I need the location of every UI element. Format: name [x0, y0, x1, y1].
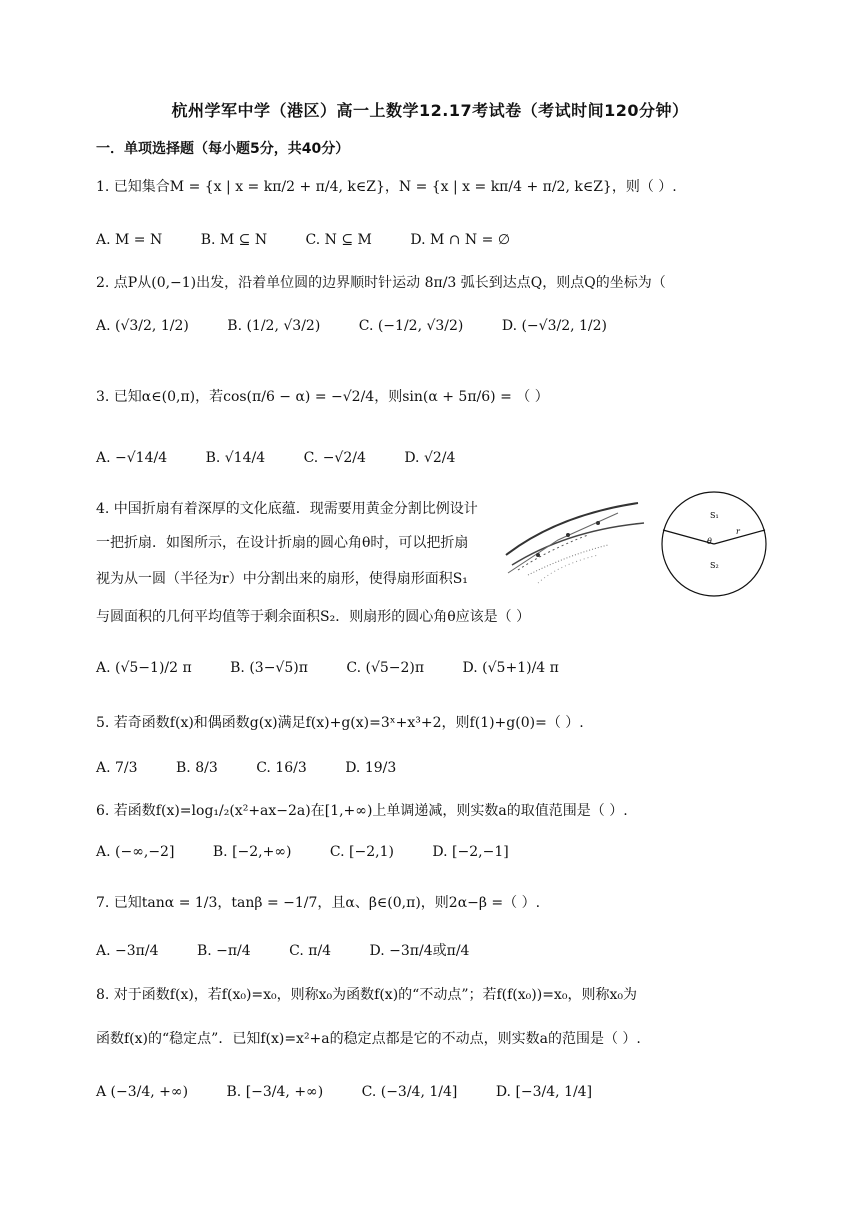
question-8-line-1: 8. 对于函数f(x)，若f(x₀)=x₀，则称x₀为函数f(x)的“不动点”；若f(f(x₀))=x₀，则称x₀为: [96, 987, 637, 1003]
option: C. (−3/4, 1/4]: [361, 1084, 458, 1100]
option: D. [−2,−1]: [432, 844, 509, 860]
question-4-line-1: 4. 中国折扇有着深厚的文化底蕴．现需要用黄金分割比例设计: [96, 501, 478, 517]
option: B. (3−√5)π: [230, 660, 308, 676]
question-6-options: [96, 844, 543, 860]
question-1-options: [96, 232, 544, 248]
label-r: r: [736, 527, 740, 536]
question-5-stem: 5. 若奇函数f(x)和偶函数g(x)满足f(x)+g(x)=3ˣ+x³+2，则f(1)+g(0)=（ ）.: [96, 715, 584, 731]
question-2-options: [96, 318, 641, 334]
option: B. [−2,+∞): [212, 844, 292, 860]
option: B. √14/4: [205, 450, 266, 466]
option: A. −3π/4: [96, 943, 159, 959]
option: A (−3/4, +∞): [96, 1084, 189, 1100]
option: A. (√3/2, 1/2): [96, 318, 189, 334]
option: B. 8/3: [176, 760, 218, 776]
option: D. 19/3: [345, 760, 397, 776]
question-8-line-2: 函数f(x)的“稳定点”．已知f(x)=x²+a的稳定点都是它的不动点，则实数a的范围是（ ）.: [96, 1031, 641, 1047]
question-2-stem: 2. 点P从(0,−1)出发，沿着单位圆的边界顺时针运动 8π/3 弧长到达点Q，则点Q的坐标为（: [96, 275, 666, 291]
option: C. (√5−2)π: [346, 660, 425, 676]
folding-fan-image: [498, 495, 650, 585]
question-4-options: [96, 660, 593, 676]
question-3-options: [96, 450, 489, 466]
question-4-line-4: 与圆面积的几何平均值等于剩余面积S₂．则扇形的圆心角θ应该是（ ）: [96, 609, 531, 625]
option: C. −√2/4: [303, 450, 366, 466]
option: C. (−1/2, √3/2): [358, 318, 464, 334]
option: A. −√14/4: [96, 450, 168, 466]
sector-diagram: [660, 490, 768, 598]
option: A. (−∞,−2]: [96, 844, 175, 860]
option: C. N ⊆ M: [305, 232, 372, 248]
option: D. −3π/4或π/4: [369, 943, 470, 959]
option: C. [−2,1): [329, 844, 394, 860]
option: D. (√5+1)/4 π: [462, 660, 559, 676]
option: A. M = N: [96, 232, 163, 248]
question-8-options: [96, 1084, 626, 1100]
question-5-options: [96, 760, 430, 776]
option: A. (√5−1)/2 π: [96, 660, 192, 676]
question-4-line-3: 视为从一圆（半径为r）中分割出来的扇形，使得扇形面积S₁: [96, 571, 468, 587]
question-4-line-2: 一把折扇．如图所示，在设计折扇的圆心角θ时，可以把折扇: [96, 535, 469, 551]
option: D. (−√3/2, 1/2): [501, 318, 608, 334]
question-7-options: [96, 940, 503, 960]
question-7-stem: 7. 已知tanα = 1/3，tanβ = −1/7，且α、β∈(0,π)，则2α−β =（ ）.: [96, 895, 541, 911]
option: D. M ∩ N = ∅: [410, 232, 511, 248]
label-theta: θ: [707, 537, 712, 546]
question-3-stem: 3. 已知α∈(0,π)，若cos(π/6 − α) = −√2/4，则sin(α + 5π/6) = （ ）: [96, 389, 549, 405]
exam-title: 杭州学军中学（港区）高一上数学12.17考试卷（考试时间120分钟）: [171, 101, 689, 120]
question-1-stem: 1. 已知集合M = {x | x = kπ/2 + π/4, k∈Z}，N = {x | x = kπ/4 + π/2, k∈Z}，则（ ）.: [96, 179, 677, 195]
option: A. 7/3: [96, 760, 138, 776]
question-6-stem: 6. 若函数f(x)=log₁/₂(x²+ax−2a)在[1,+∞)上单调递减，则实数a的取值范围是（ ）.: [96, 803, 628, 819]
option: D. [−3/4, 1/4]: [495, 1084, 593, 1100]
option: C. π/4: [289, 943, 332, 959]
section-heading: 一．单项选择题（每小题5分，共40分）: [96, 141, 350, 157]
option: B. (1/2, √3/2): [227, 318, 321, 334]
option: B. M ⊆ N: [200, 232, 268, 248]
option: B. −π/4: [196, 943, 251, 959]
option: C. 16/3: [256, 760, 307, 776]
label-s2: S₂: [710, 561, 719, 570]
label-s1: S₁: [710, 511, 719, 520]
option: B. [−3/4, +∞): [226, 1084, 324, 1100]
option: D. √2/4: [404, 450, 456, 466]
